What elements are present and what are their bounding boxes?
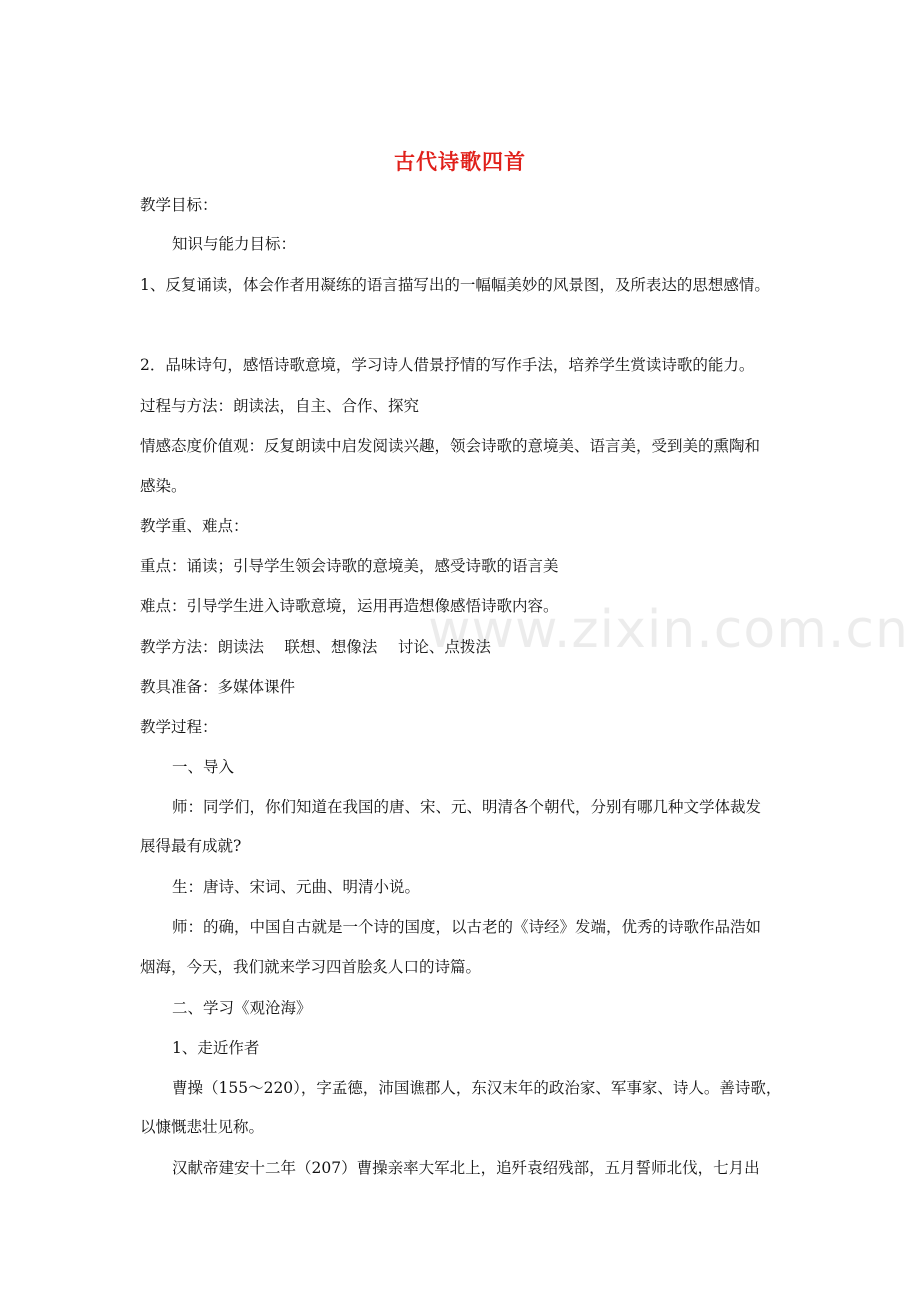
- paragraph-line: 生：唐诗、宋词、元曲、明清小说。: [172, 878, 421, 896]
- page-title: 古代诗歌四首: [394, 150, 526, 174]
- paragraph-line: 难点：引导学生进入诗歌意境，运用再造想像感悟诗歌内容。: [140, 597, 559, 615]
- paragraph-line: 汉献帝建安十二年（207）曹操亲率大军北上，追歼袁绍残部，五月誓师北伐，七月出: [172, 1159, 760, 1177]
- paragraph-line: 师：同学们，你们知道在我国的唐、宋、元、明清各个朝代，分别有哪几种文学体裁发: [172, 798, 762, 816]
- paragraph-line: 师：的确，中国自古就是一个诗的国度，以古老的《诗经》发端，优秀的诗歌作品浩如: [172, 918, 762, 936]
- paragraph-line: 展得最有成就?: [140, 837, 242, 855]
- watermark: www.zixin.com.cn: [428, 600, 909, 660]
- section-heading-objectives: 教学目标：: [140, 196, 218, 214]
- paragraph-line: 过程与方法：朗读法，自主、合作、探究: [140, 397, 420, 415]
- paragraph-line: 以慷慨悲壮见称。: [140, 1118, 265, 1136]
- paragraph-line: 曹操（155～220），字孟德，沛国谯郡人，东汉末年的政治家、军事家、诗人。善诗歌，: [172, 1079, 782, 1097]
- paragraph-line: 烟海，今天，我们就来学习四首脍炙人口的诗篇。: [140, 958, 482, 976]
- section-heading-key-points: 教学重、难点：: [140, 517, 249, 535]
- subheading-author: 1、走近作者: [172, 1039, 260, 1057]
- subheading-intro: 一、导入: [172, 758, 235, 776]
- paragraph-line: 教具准备：多媒体课件: [140, 678, 296, 696]
- paragraph-line: 教学方法：朗读法 联想、想像法 讨论、点拨法: [140, 638, 491, 656]
- section-heading-process: 教学过程：: [140, 718, 218, 736]
- paragraph-line: 重点：诵读；引导学生领会诗歌的意境美，感受诗歌的语言美: [140, 557, 559, 575]
- subheading-guan-cang-hai: 二、学习《观沧海》: [172, 999, 312, 1017]
- paragraph-line: 情感态度价值观：反复朗读中启发阅读兴趣，领会诗歌的意境美、语言美，受到美的熏陶和: [140, 437, 761, 455]
- paragraph-line: 感染。: [140, 477, 187, 495]
- paragraph-line: 1、反复诵读，体会作者用凝练的语言描写出的一幅幅美妙的风景图，及所表达的思想感情。: [140, 276, 770, 294]
- subheading-knowledge: 知识与能力目标：: [172, 235, 297, 253]
- paragraph-line: 2．品味诗句，感悟诗歌意境，学习诗人借景抒情的写作手法，培养学生赏读诗歌的能力。: [140, 356, 755, 374]
